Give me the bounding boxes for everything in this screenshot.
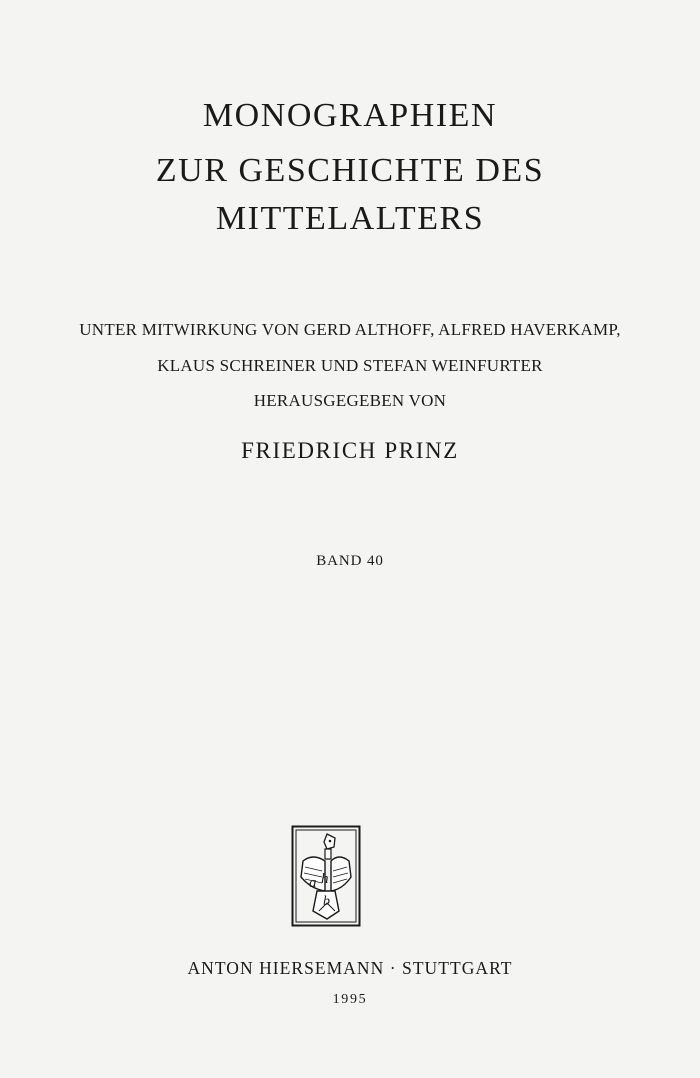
publisher-name: ANTON HIERSEMANN · STUTTGART — [187, 958, 513, 978]
publication-year: 1995 — [332, 992, 368, 1007]
series-title-line-3: MITTELALTERS — [215, 200, 485, 237]
series-title-line-2: ZUR GESCHICHTE DES — [155, 152, 545, 189]
publisher-eagle-logo-icon — [291, 825, 361, 927]
contributors-line-1: UNTER MITWIRKUNG VON GERD ALTHOFF, ALFRED HAVERKAMP, — [79, 320, 621, 339]
contributors-line-2: KLAUS SCHREINER UND STEFAN WEINFURTER — [157, 356, 543, 375]
logo-letter-h: h — [321, 871, 329, 887]
editor-name: FRIEDRICH PRINZ — [241, 438, 459, 463]
volume-label: BAND 40 — [316, 553, 384, 569]
series-title-line-1: MONOGRAPHIEN — [202, 97, 498, 134]
logo-letter-b: b — [323, 894, 330, 909]
contributors-line-3: HERAUSGEGEBEN VON — [253, 391, 447, 410]
logo-letter-a: a — [309, 875, 317, 891]
